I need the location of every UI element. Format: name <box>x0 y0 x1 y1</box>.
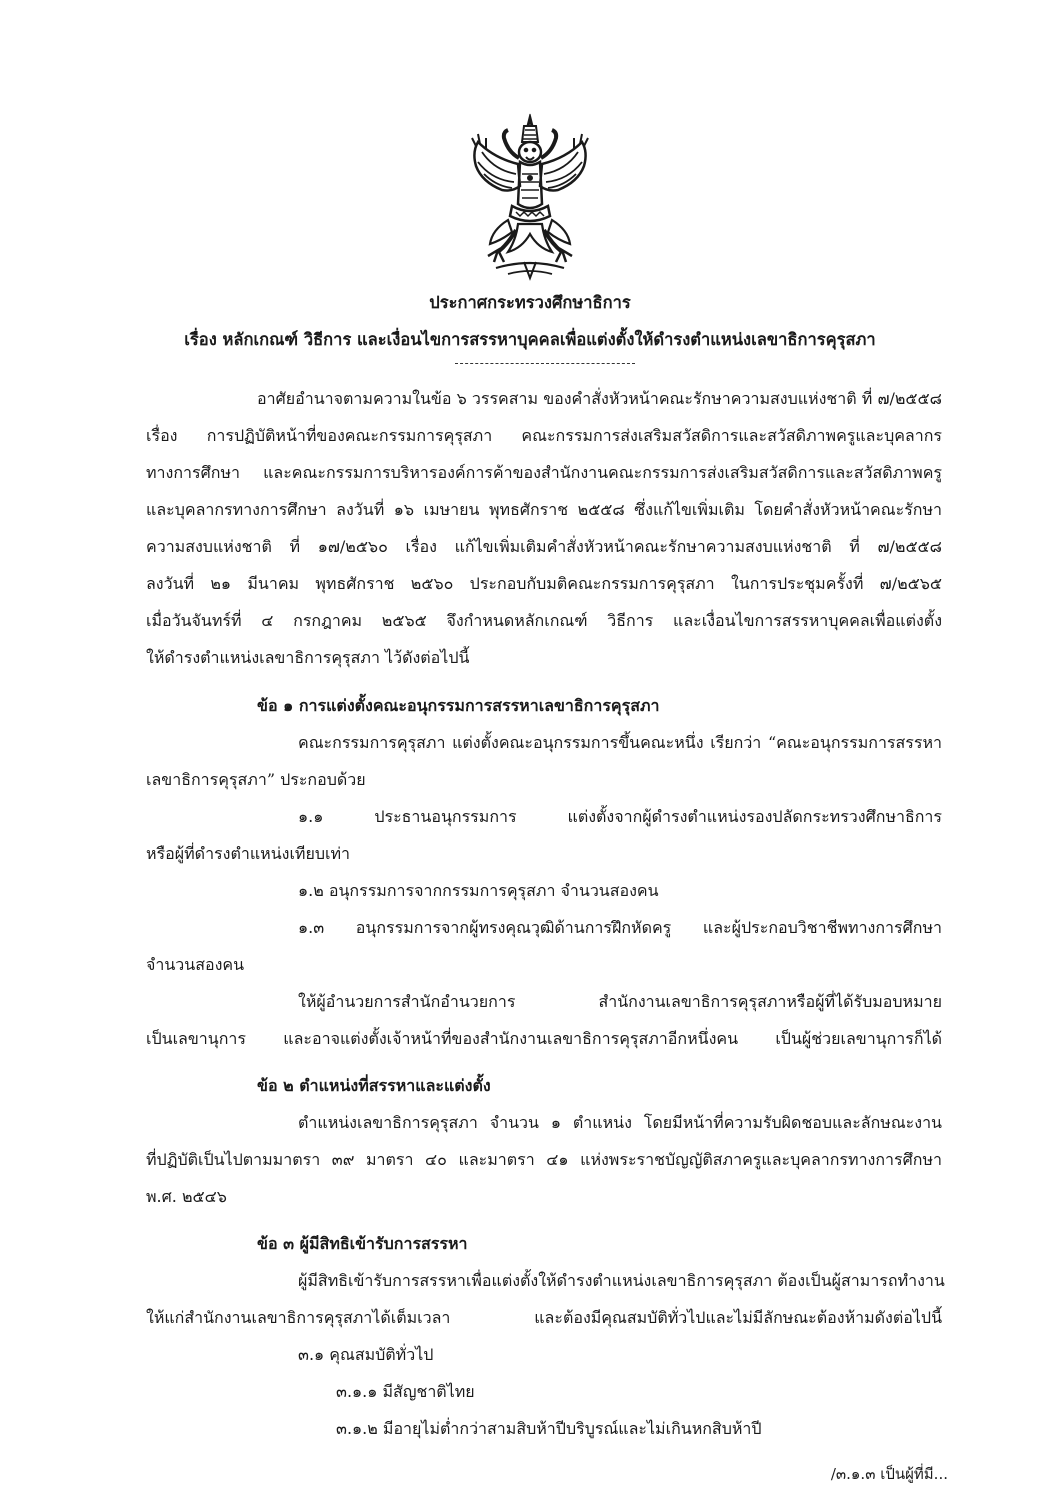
preamble-line: เรื่อง การปฏิบัติหน้าที่ของคณะกรรมการคุรุสภา คณะกรรมการส่งเสริมสวัสดิการและสวัสดิภาพครูและบุคลากร <box>146 426 942 445</box>
section-3-heading: ข้อ ๓ ผู้มีสิทธิเข้ารับการสรรหา <box>257 1234 468 1253</box>
section-2-body: ตำแหน่งเลขาธิการคุรุสภา จำนวน ๑ ตำแหน่ง โดยมีหน้าที่ความรับผิดชอบและลักษณะงาน <box>298 1113 942 1132</box>
preamble-line: ลงวันที่ ๒๑ มีนาคม พุทธศักราช ๒๕๖๐ ประกอบกับมติคณะกรรมการคุรุสภา ในการประชุมครั้งที่ ๗/๒๕๖๕ <box>146 574 942 593</box>
section-3-body: ให้แก่สำนักงานเลขาธิการคุรุสภาได้เต็มเวลา และต้องมีคุณสมบัติทั่วไปและไม่มีลักษณะต้องห้ามดังต่อไปนี้ <box>146 1308 942 1327</box>
section-2-body: พ.ศ. ๒๕๔๖ <box>146 1187 227 1206</box>
section-3-body: ผู้มีสิทธิเข้ารับการสรรหาเพื่อแต่งตั้งให้ดำรงตำแหน่งเลขาธิการคุรุสภา ต้องเป็นผู้สามารถทำงาน <box>298 1271 945 1290</box>
page-continuation: /๓.๑.๓ เป็นผู้ที่มี... <box>830 1465 948 1483</box>
announcement-title: ประกาศกระทรวงศึกษาธิการ <box>429 293 631 312</box>
preamble-line: ความสงบแห่งชาติ ที่ ๑๗/๒๕๖๐ เรื่อง แก้ไขเพิ่มเติมคำสั่งหัวหน้าคณะรักษาความสงบแห่งชาติ ที่ ๗/๒๕๕๘ <box>146 537 942 556</box>
item-3-1: ๓.๑ คุณสมบัติทั่วไป <box>298 1345 434 1364</box>
section-2-body: ที่ปฏิบัติเป็นไปตามมาตรา ๓๙ มาตรา ๔๐ และมาตรา ๔๑ แห่งพระราชบัญญัติสภาครูและบุคลากรทางการศึกษา <box>146 1150 942 1169</box>
item-1-1: หรือผู้ที่ดำรงตำแหน่งเทียบเท่า <box>146 844 350 863</box>
item-3-1-2: ๓.๑.๒ มีอายุไม่ต่ำกว่าสามสิบห้าปีบริบูรณ์และไม่เกินหกสิบห้าปี <box>336 1419 762 1438</box>
announcement-subject: เรื่อง หลักเกณฑ์ วิธีการ และเงื่อนไขการสรรหาบุคคลเพื่อแต่งตั้งให้ดำรงตำแหน่งเลขาธิการคุรุสภา <box>184 330 876 349</box>
secretary-clause: เป็นเลขานุการ และอาจแต่งตั้งเจ้าหน้าที่ของสำนักงานเลขาธิการคุรุสภาอีกหนึ่งคน เป็นผู้ช่วยเลขานุการก็ได้ <box>146 1029 942 1048</box>
preamble-line: อาศัยอำนาจตามความในข้อ ๖ วรรคสาม ของคำสั่งหัวหน้าคณะรักษาความสงบแห่งชาติ ที่ ๗/๒๕๕๘ <box>257 389 942 408</box>
section-2-heading: ข้อ ๒ ตำแหน่งที่สรรหาและแต่งตั้ง <box>257 1076 491 1095</box>
section-1-heading: ข้อ ๑ การแต่งตั้งคณะอนุกรรมการสรรหาเลขาธิการคุรุสภา <box>257 696 660 715</box>
section-1-intro: เลขาธิการคุรุสภา” ประกอบด้วย <box>146 770 366 789</box>
section-1-intro: คณะกรรมการคุรุสภา แต่งตั้งคณะอนุกรรมการขึ้นคณะหนึ่ง เรียกว่า “คณะอนุกรรมการสรรหา <box>298 733 942 752</box>
preamble-line: เมื่อวันจันทร์ที่ ๔ กรกฎาคม ๒๕๖๕ จึงกำหนดหลักเกณฑ์ วิธีการ และเงื่อนไขการสรรหาบุคคลเพื่อแต่งตั้ง <box>146 611 942 630</box>
title-divider <box>455 363 635 364</box>
item-3-1-1: ๓.๑.๑ มีสัญชาติไทย <box>336 1382 475 1401</box>
preamble-line: และบุคลากรทางการศึกษา ลงวันที่ ๑๖ เมษายน พุทธศักราช ๒๕๕๘ ซึ่งแก้ไขเพิ่มเติม โดยคำสั่งหัวหน้าคณะรักษา <box>146 500 942 519</box>
preamble-line: ให้ดำรงตำแหน่งเลขาธิการคุรุสภา ไว้ดังต่อไปนี้ <box>146 648 470 667</box>
item-1-3: ๑.๓ อนุกรรมการจากผู้ทรงคุณวุฒิด้านการฝึกหัดครู และผู้ประกอบวิชาชีพทางการศึกษา <box>298 918 942 937</box>
item-1-2: ๑.๒ อนุกรรมการจากกรรมการคุรุสภา จำนวนสองคน <box>298 881 659 900</box>
garuda-emblem-icon <box>468 112 592 282</box>
secretary-clause: ให้ผู้อำนวยการสำนักอำนวยการ สำนักงานเลขาธิการคุรุสภาหรือผู้ที่ได้รับมอบหมาย <box>298 992 942 1011</box>
item-1-3: จำนวนสองคน <box>146 955 245 974</box>
preamble-line: ทางการศึกษา และคณะกรรมการบริหารองค์การค้าของสำนักงานคณะกรรมการส่งเสริมสวัสดิการและสวัสดิภาพครู <box>146 463 942 482</box>
item-1-1: ๑.๑ ประธานอนุกรรมการ แต่งตั้งจากผู้ดำรงตำแหน่งรองปลัดกระทรวงศึกษาธิการ <box>298 807 942 826</box>
